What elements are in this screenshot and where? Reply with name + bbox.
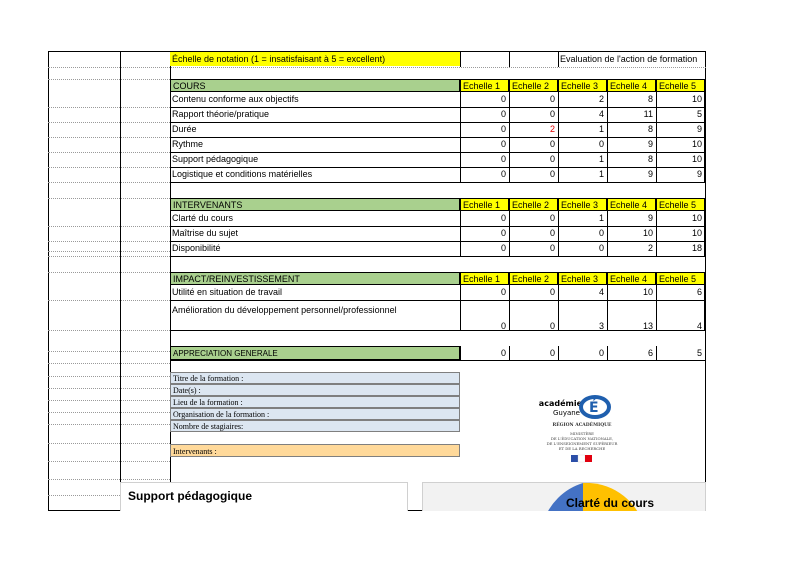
grid-line (704, 241, 705, 256)
grid-line (460, 122, 461, 137)
value-cell: 8 (647, 124, 653, 134)
grid-line (48, 424, 170, 425)
value-cell: 11 (643, 109, 653, 119)
value-cell: 9 (647, 213, 653, 223)
scale-header: Echelle 5 (656, 272, 705, 285)
value-cell: 0 (598, 139, 604, 149)
value-cell: 10 (691, 213, 702, 223)
grid-line (460, 107, 461, 122)
grid-line (509, 167, 510, 182)
grid-line (48, 79, 170, 80)
pie-fragment (423, 483, 706, 511)
grid-line (704, 152, 705, 167)
grid-line (558, 346, 559, 360)
value-cell: 0 (549, 321, 555, 330)
row-label: Rythme (172, 139, 204, 149)
grid-line (48, 182, 170, 183)
grid-line (460, 285, 461, 300)
grid-line (607, 137, 608, 152)
grid-line (48, 122, 170, 123)
value-cell: 0 (549, 154, 555, 164)
intervenants-field: Intervenants : (170, 444, 460, 457)
value-cell: 4 (598, 287, 604, 297)
grid-line (558, 107, 559, 122)
scale-header: Echelle 1 (460, 198, 509, 211)
logo-ministry-text: MINISTÈRE (570, 431, 594, 436)
grid-line (656, 241, 657, 256)
logo-ministry-text: DE L'ENSEIGNEMENT SUPÉRIEUR (546, 441, 618, 446)
grid-line (607, 167, 608, 182)
row-label: Clarté du cours (172, 213, 234, 223)
grid-line (509, 92, 510, 107)
value-cell: 5 (696, 348, 702, 358)
grid-line (509, 51, 510, 67)
grid-line (704, 285, 705, 300)
grid-line (48, 443, 170, 444)
grid-line (509, 211, 510, 226)
value-cell: 2 (549, 124, 555, 134)
value-cell: 1 (598, 154, 604, 164)
grid-line (558, 122, 559, 137)
grid-line (656, 107, 657, 122)
scale-header: Echelle 2 (509, 79, 558, 92)
grid-line (48, 376, 170, 377)
value-cell: 0 (549, 169, 555, 179)
grid-line (558, 92, 559, 107)
grid-line (48, 51, 49, 511)
row-label: Rapport théorie/pratique (172, 109, 270, 119)
value-cell: 1 (598, 124, 604, 134)
value-cell: 0 (549, 213, 555, 223)
grid-line (607, 300, 608, 330)
grid-line (704, 122, 705, 137)
scale-header: Echelle 3 (558, 272, 607, 285)
value-cell: 9 (647, 139, 653, 149)
grid-line (607, 241, 608, 256)
value-cell: 10 (642, 228, 653, 238)
grid-line (48, 241, 170, 242)
grid-line (509, 285, 510, 300)
value-cell: 0 (549, 348, 555, 358)
grid-line (48, 351, 170, 352)
grid-line (460, 137, 461, 152)
info-field: Lieu de la formation : (170, 396, 460, 408)
grid-line (704, 211, 705, 226)
grid-line (460, 346, 461, 360)
value-cell: 0 (500, 124, 506, 134)
grid-line (48, 107, 170, 108)
grid-line (704, 137, 705, 152)
grid-line (170, 330, 705, 331)
logo-ministry-text: DE L'ÉDUCATION NATIONALE, (550, 436, 614, 441)
value-cell: 10 (691, 94, 702, 104)
value-cell: 0 (500, 228, 506, 238)
grid-line (656, 300, 657, 330)
value-cell: 4 (598, 109, 604, 119)
grid-line (48, 363, 170, 364)
logo-region-text: RÉGION ACADÉMIQUE (552, 423, 612, 428)
logo-e-letter: É (589, 400, 599, 416)
grid-line (558, 137, 559, 152)
grid-line (558, 285, 559, 300)
info-field: Titre de la formation : (170, 372, 460, 384)
value-cell: 0 (549, 287, 555, 297)
grid-line (48, 300, 170, 301)
scale-header: Echelle 3 (558, 79, 607, 92)
row-label: Maîtrise du sujet (172, 228, 239, 238)
value-cell: 1 (598, 213, 604, 223)
grid-line (170, 360, 705, 361)
value-cell: 0 (549, 109, 555, 119)
scale-header: Echelle 4 (607, 79, 656, 92)
section-header: IMPACT/REINVESTISSEMENT (170, 272, 460, 285)
flag-white (578, 455, 585, 462)
value-cell: 1 (598, 169, 604, 179)
grid-line (48, 272, 170, 273)
value-cell: 4 (696, 321, 702, 330)
value-cell: 2 (647, 243, 653, 253)
scale-header: Echelle 2 (509, 272, 558, 285)
value-cell: 0 (500, 321, 506, 330)
row-label: Logistique et conditions matérielles (172, 169, 313, 179)
value-cell: 5 (696, 109, 702, 119)
grid-line (607, 285, 608, 300)
grid-line (558, 241, 559, 256)
scale-header: Echelle 1 (460, 272, 509, 285)
grid-line (460, 92, 461, 107)
scale-header: Echelle 5 (656, 198, 705, 211)
value-cell: 0 (500, 94, 506, 104)
grid-line (509, 226, 510, 241)
value-cell: 0 (500, 287, 506, 297)
value-cell: 0 (549, 94, 555, 104)
info-field: Organisation de la formation : (170, 408, 460, 420)
value-cell: 9 (647, 169, 653, 179)
value-cell: 0 (500, 169, 506, 179)
eval-title: Evaluation de l'action de formation (560, 54, 698, 64)
value-cell: 18 (691, 243, 702, 253)
value-cell: 0 (500, 109, 506, 119)
value-cell: 6 (647, 348, 653, 358)
value-cell: 0 (549, 243, 555, 253)
info-field: Date(s) : (170, 384, 460, 396)
value-cell: 0 (598, 348, 604, 358)
grid-line (607, 346, 608, 360)
value-cell: 9 (696, 169, 702, 179)
grid-line (170, 182, 705, 183)
value-cell: 0 (549, 139, 555, 149)
grid-line (48, 479, 170, 480)
grid-line (607, 107, 608, 122)
scale-header: Echelle 5 (656, 79, 705, 92)
grid-line (509, 137, 510, 152)
grid-line (656, 346, 657, 360)
value-cell: 8 (647, 94, 653, 104)
grid-line (656, 211, 657, 226)
scale-header: Echelle 2 (509, 198, 558, 211)
section-header: INTERVENANTS (170, 198, 460, 211)
grid-line (607, 211, 608, 226)
logo-ministry-text: ET DE LA RECHERCHE (558, 446, 606, 451)
grid-line (656, 92, 657, 107)
grid-line (509, 300, 510, 330)
grid-line (509, 152, 510, 167)
grid-line (460, 241, 461, 256)
grid-line (48, 67, 706, 68)
row-label: Contenu conforme aux objectifs (172, 94, 299, 104)
grid-line (704, 92, 705, 107)
grid-line (460, 211, 461, 226)
grid-line (48, 251, 170, 252)
value-cell: 10 (691, 139, 702, 149)
value-cell: 0 (500, 139, 506, 149)
value-cell: 0 (549, 228, 555, 238)
grid-line (120, 51, 121, 511)
value-cell: 0 (500, 154, 506, 164)
grid-line (704, 226, 705, 241)
grid-line (460, 300, 461, 330)
grid-line (460, 167, 461, 182)
logo-academie-text: académie (538, 399, 582, 408)
grid-line (460, 51, 461, 67)
value-cell: 2 (598, 94, 604, 104)
scale-note: Échelle de notation (1 = insatisfaisant à 5 = excellent) (170, 52, 460, 66)
grid-line (48, 198, 170, 199)
row-label: Utilité en situation de travail (172, 287, 283, 297)
value-cell: 3 (598, 321, 604, 330)
row-label: Support pédagogique (172, 154, 259, 164)
grid-line (558, 226, 559, 241)
grid-line (509, 107, 510, 122)
grid-line (704, 107, 705, 122)
chart-title-left: Support pédagogique (128, 489, 252, 503)
grid-line (656, 122, 657, 137)
row-label: Amélioration du développement personnel/professionnel (172, 305, 397, 315)
grid-line (607, 152, 608, 167)
grid-line (656, 137, 657, 152)
grid-line (48, 256, 170, 257)
grid-line (509, 122, 510, 137)
flag-blue (571, 455, 578, 462)
row-label: Durée (172, 124, 197, 134)
value-cell: 0 (500, 348, 506, 358)
grid-line (460, 226, 461, 241)
chart-title-right: Clarté du cours (566, 496, 655, 510)
scale-header: Echelle 3 (558, 198, 607, 211)
grid-line (509, 241, 510, 256)
value-cell: 8 (647, 154, 653, 164)
grid-line (48, 167, 170, 168)
value-cell: 0 (500, 243, 506, 253)
grid-line (656, 167, 657, 182)
grid-line (48, 412, 170, 413)
scale-header: Echelle 1 (460, 79, 509, 92)
grid-line (48, 461, 170, 462)
academy-logo (460, 367, 706, 479)
grid-line (509, 346, 510, 360)
logo-guyane-text: Guyane (552, 409, 580, 417)
grid-line (656, 152, 657, 167)
scale-header: Echelle 4 (607, 198, 656, 211)
value-cell: 13 (642, 321, 653, 330)
value-cell: 9 (696, 124, 702, 134)
row-label: Disponibilité (172, 243, 221, 253)
grid-line (558, 300, 559, 330)
value-cell: 10 (691, 228, 702, 238)
grid-line (48, 388, 170, 389)
grid-line (48, 400, 170, 401)
value-cell: 10 (691, 154, 702, 164)
logo-graphic (460, 367, 706, 479)
value-cell: 6 (696, 287, 702, 297)
value-cell: 0 (598, 243, 604, 253)
grid-line (48, 137, 170, 138)
general-label: APPRECIATION GENERALE (170, 346, 460, 360)
grid-line (48, 226, 170, 227)
grid-line (704, 167, 705, 182)
grid-line (460, 152, 461, 167)
grid-line (607, 92, 608, 107)
value-cell: 10 (642, 287, 653, 297)
spreadsheet (48, 51, 706, 511)
grid-line (558, 167, 559, 182)
grid-line (558, 211, 559, 226)
grid-line (704, 300, 705, 330)
info-field: Nombre de stagiaires: (170, 420, 460, 432)
grid-line (607, 226, 608, 241)
grid-line (607, 122, 608, 137)
grid-line (558, 152, 559, 167)
grid-line (656, 226, 657, 241)
flag-red (585, 455, 592, 462)
value-cell: 0 (500, 213, 506, 223)
grid-line (170, 256, 705, 257)
section-header: COURS (170, 79, 460, 92)
grid-line (48, 152, 170, 153)
chart-clarte-du-cours (422, 482, 706, 511)
grid-line (656, 285, 657, 300)
grid-line (48, 330, 170, 331)
value-cell: 0 (598, 228, 604, 238)
scale-header: Echelle 4 (607, 272, 656, 285)
